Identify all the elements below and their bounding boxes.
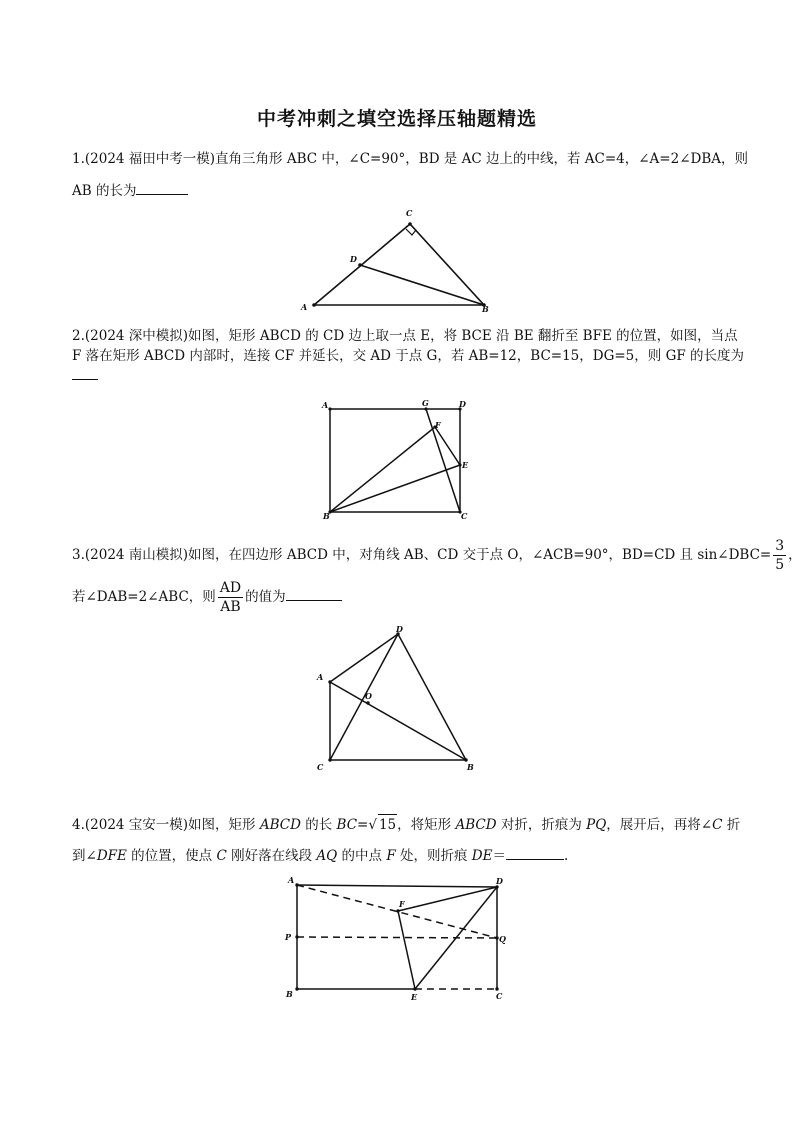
q4-text-seg: 到∠ [72, 848, 97, 864]
q3-frac1-num: 3 [775, 538, 785, 554]
q3-text-1: 3.(2024 南山模拟)如图，在四边形 ABCD 中，对角线 AB、CD 交于点 O，∠ACB=90°，BD=CD 且 sin∠DBC= [72, 547, 772, 563]
q4-text-seg: ABCD [455, 817, 497, 833]
q1-label-b: B [482, 304, 489, 314]
q4-text-seg: 4.(2024 宝安一模)如图，矩形 [72, 817, 260, 833]
q3-label-a: A [317, 672, 324, 682]
q1-label-c: C [406, 208, 413, 218]
q2-label-g: G [422, 398, 429, 408]
q2-label-a: A [322, 400, 329, 410]
q4-text-seg: ，将矩形 [397, 817, 456, 833]
q4-text-seg: 处，则折痕 [395, 848, 472, 864]
q2-figure [318, 398, 478, 522]
q2-label-c: C [461, 511, 468, 521]
q1-answer-blank [136, 182, 188, 195]
q4-label-p: P [285, 932, 292, 942]
q2-label-b: B [323, 511, 330, 521]
q4-text-seg: ABCD [259, 817, 301, 833]
q4-label-a: A [288, 875, 295, 885]
q4-answer-blank [506, 847, 564, 860]
q4-text-seg: 对折，折痕为 [496, 817, 587, 833]
q4-text-line1 [72, 814, 740, 835]
q2-text-line3 [72, 366, 98, 386]
page-title: 中考冲刺之填空选择压轴题精选 [256, 108, 537, 130]
q4-text-seg: 折 [722, 817, 741, 833]
q4-text-seg: . [563, 848, 569, 864]
q4-label-d: D [496, 876, 503, 886]
q4-text-seg: 的位置，使点 [126, 848, 217, 864]
q4-text-seg: 刚好落在线段 [226, 848, 317, 864]
q3-answer-blank [286, 588, 342, 601]
q3-frac2-den: AB [220, 599, 241, 615]
q3-text-2a: 若∠DAB=2∠ABC，则 [72, 589, 216, 605]
q3-frac1-den: 5 [775, 557, 785, 573]
q1-figure [296, 206, 496, 316]
q4-label-b: B [286, 989, 293, 999]
q3-label-o: O [365, 691, 372, 701]
q3-label-c: C [317, 762, 324, 772]
q4-sqrt-radicand: 15 [378, 814, 397, 835]
q2-label-e: E [462, 460, 469, 470]
q1-text-line2 [72, 181, 188, 201]
q4-text-seg: ，展开后，再将∠ [606, 817, 713, 833]
q4-text-seg: BC [336, 817, 358, 833]
q4-text-line2 [72, 846, 568, 866]
q1-label-a: A [301, 302, 308, 312]
q3-fraction-sin [773, 537, 786, 574]
q2-text-line2: F 落在矩形 ABCD 内部时，连接 CF 并延长，交 AD 于点 G，若 AB=12，BC=15，DG=5，则 GF 的长度为 [72, 348, 745, 364]
q3-frac2-num: AD [219, 580, 242, 596]
q3-figure [312, 622, 482, 772]
q4-text-seg: PQ [586, 817, 607, 833]
q1-label-d: D [350, 254, 357, 264]
q4-figure [282, 874, 512, 1004]
q3-text-line2 [72, 578, 342, 616]
q4-text-seg: 的中点 [337, 848, 387, 864]
q2-text-line1: 2.(2024 深中模拟)如图，矩形 ABCD 的 CD 边上取一点 E，将 BCE 沿 BE 翻折至 BFE 的位置，如图，当点 [72, 328, 738, 344]
q3-label-b: B [467, 762, 474, 772]
q1-text-line1: 1.(2024 福田中考一模)直角三角形 ABC 中，∠C=90°，BD 是 AC 边上的中线，若 AC=4，∠A=2∠DBA，则 [72, 151, 749, 167]
q4-text-seg: DFE [96, 848, 127, 864]
q2-label-d: D [459, 399, 466, 409]
q4-label-q: Q [499, 934, 506, 944]
q4-text-seg: = [357, 817, 369, 833]
q4-text-seg: C [712, 817, 723, 833]
sqrt-symbol: √ [368, 817, 377, 833]
q3-text-1-end: ， [788, 547, 802, 563]
q4-label-e: E [411, 992, 418, 1002]
q4-text-seg: DE [471, 848, 493, 864]
q4-text-seg: 的长 [300, 817, 337, 833]
q3-text-line1 [72, 536, 802, 574]
q2-answer-blank [72, 367, 98, 380]
q3-fraction-ratio [218, 579, 243, 616]
q4-text-seg: ＝ [492, 848, 506, 864]
q4-text-seg: AQ [316, 848, 338, 864]
q4-label-c: C [496, 991, 503, 1001]
q2-label-f: F [435, 420, 441, 430]
q4-text-seg: F [386, 848, 396, 864]
q4-text-seg: C [216, 848, 227, 864]
q1-prompt: AB 的长为 [72, 183, 137, 199]
q4-label-f: F [399, 899, 405, 909]
q3-label-d: D [396, 624, 403, 634]
q3-text-2b: 的值为 [245, 589, 286, 605]
